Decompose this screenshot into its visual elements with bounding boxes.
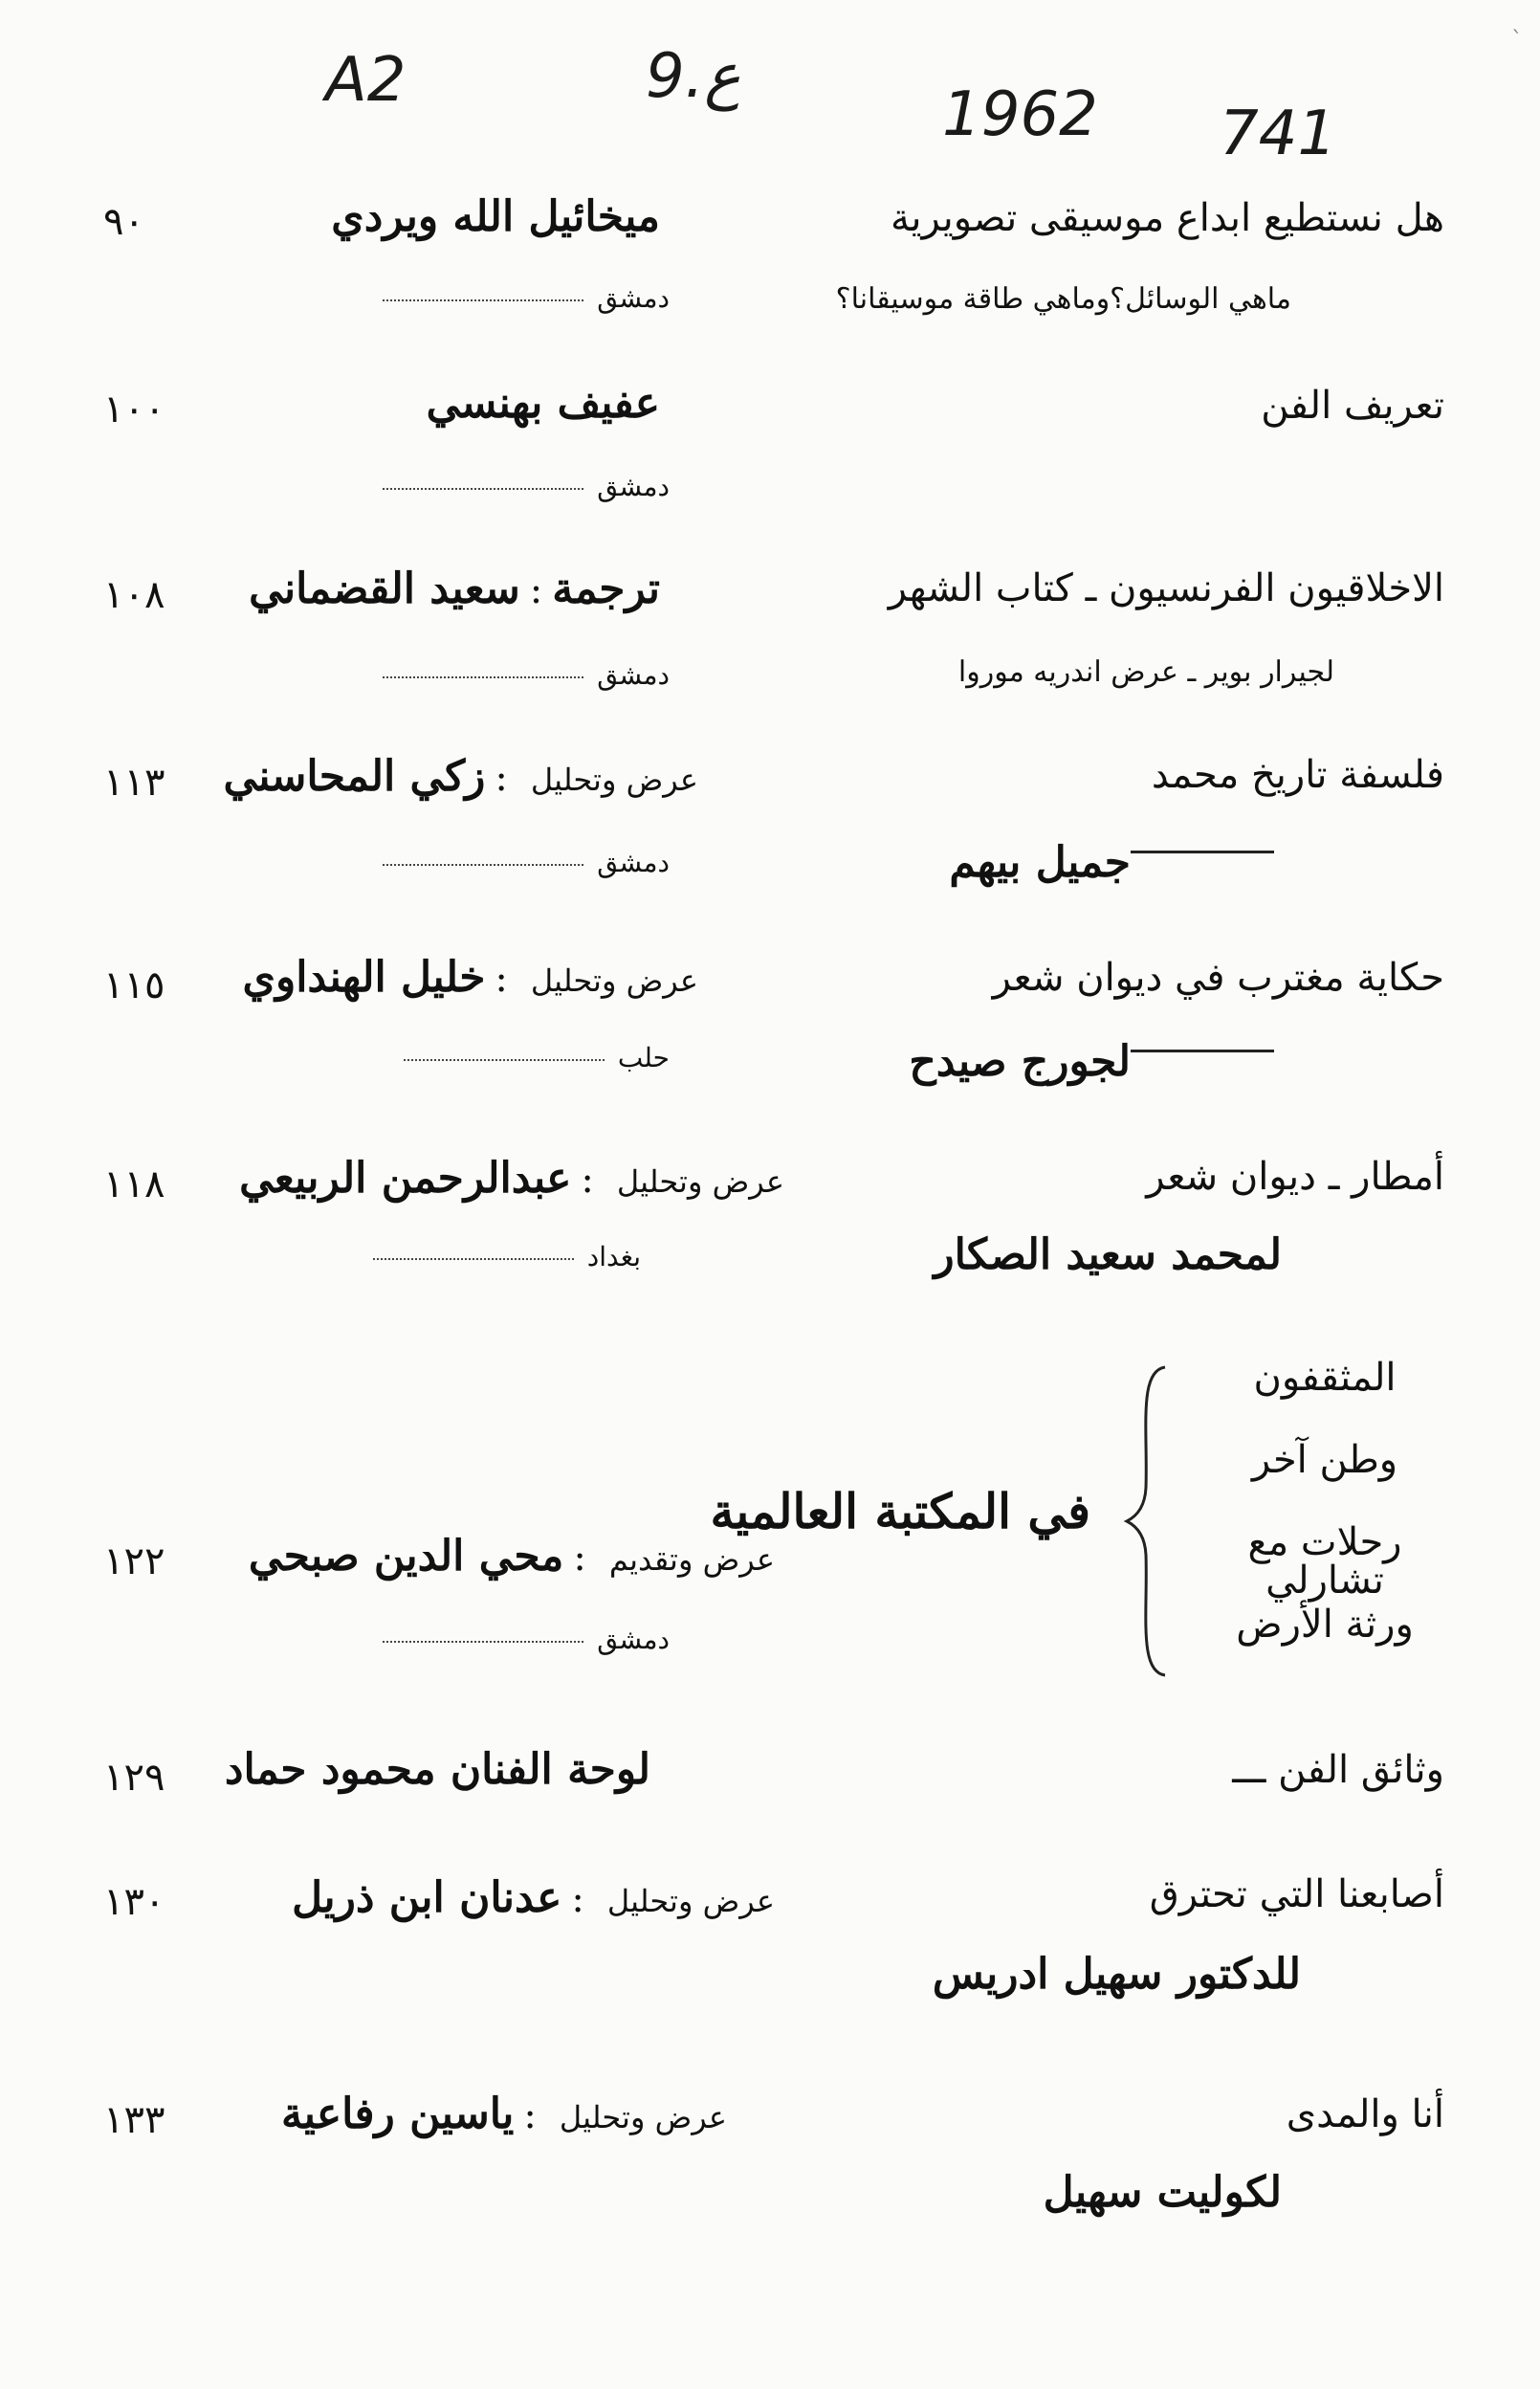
- entry-page-number: ١١٥: [103, 963, 165, 1007]
- entry-city: دمشق: [597, 282, 670, 314]
- handwritten-number: 741: [1220, 99, 1337, 169]
- entry-author: [248, 1532, 775, 1581]
- author-name: زكي المحاسني: [223, 752, 486, 801]
- entry-page-number: ١٢٢: [103, 1539, 165, 1583]
- entry-author: [280, 2090, 727, 2138]
- colon-separator: :: [495, 756, 508, 800]
- entry-author: [242, 953, 698, 1002]
- handwritten-code-b: 9.ع: [646, 41, 741, 112]
- entry-city: دمشق: [597, 1624, 670, 1655]
- author-name: سعيد القضماني: [249, 564, 520, 613]
- dotted-leader: [383, 1641, 583, 1643]
- author-prefix: عرض وتقديم: [608, 1541, 775, 1578]
- entry-city: حلب: [617, 1042, 670, 1073]
- entry-author: [223, 752, 698, 801]
- library-book-item: وطن آخر: [1251, 1438, 1398, 1482]
- curly-brace: [1119, 1363, 1177, 1679]
- author-name: عدنان ابن ذريل: [292, 1873, 562, 1922]
- dotted-leader: [383, 299, 583, 301]
- library-book-item: رحلات مع تشارلي: [1247, 1520, 1402, 1603]
- entry-author: [292, 1873, 775, 1922]
- colon-separator: :: [495, 957, 508, 1001]
- author-name: عفيف بهنسي: [426, 379, 660, 428]
- entry-page-number: ١٣٣: [103, 2098, 165, 2142]
- author-name: ياسين رفاعية: [280, 2090, 515, 2138]
- entry-city: دمشق: [597, 471, 670, 502]
- author-prefix: عرض وتحليل: [530, 762, 698, 798]
- entry-author: [239, 1154, 784, 1203]
- entry-page-number: ١٣٠: [103, 1880, 165, 1924]
- library-book-item: المثقفون: [1253, 1356, 1397, 1400]
- entry-title: الاخلاقيون الفرنسيون ـ كتاب الشهر: [888, 566, 1444, 610]
- library-book-list: [1205, 1356, 1444, 1688]
- entry-book-author: لكوليت سهيل: [1043, 2168, 1282, 2217]
- entry-book-author: للدكتور سهيل ادريس: [932, 1950, 1301, 1999]
- entry-page-number: ١٠٨: [103, 573, 165, 617]
- entry-page-number: ١٢٩: [103, 1756, 165, 1800]
- entry-author: [249, 564, 660, 613]
- author-name: ميخائيل الله ويردي: [331, 192, 660, 241]
- entry-city-row: [383, 471, 670, 502]
- entry-book-author-row: [949, 838, 1291, 887]
- entry-title: أنا والمدى: [1286, 2092, 1444, 2136]
- entry-city-row: [383, 282, 670, 314]
- author-prefix: ترجمة: [552, 564, 660, 613]
- dotted-leader: [404, 1059, 605, 1061]
- entry-title: أصابعنا التي تحترق: [1149, 1872, 1444, 1916]
- entry-author: [426, 379, 660, 428]
- colon-separator: :: [581, 1158, 594, 1202]
- library-book-item: ورثة الأرض: [1236, 1603, 1414, 1647]
- entry-author: لوحة الفنان محمود حماد: [224, 1745, 650, 1794]
- entry-city-row: [383, 847, 670, 878]
- entry-book-author: لمحمد سعيد الصكار: [934, 1230, 1282, 1279]
- entry-title: هل نستطيع ابداع موسيقى تصويرية: [890, 196, 1444, 240]
- handwritten-year: 1962: [942, 79, 1098, 150]
- author-prefix: عرض وتحليل: [559, 2099, 727, 2135]
- entry-subtitle: لجيرار بوير ـ عرض اندريه موروا: [957, 655, 1334, 689]
- entry-city: بغداد: [586, 1241, 641, 1272]
- entry-city: دمشق: [597, 847, 670, 878]
- dash-rule: [1131, 851, 1274, 853]
- entry-book-author: لجورج صيدح: [909, 1037, 1131, 1086]
- entry-title: حكاية مغترب في ديوان شعر: [992, 956, 1444, 1000]
- entry-page-number: ١١٨: [103, 1162, 165, 1206]
- entry-subtitle: ماهي الوسائل؟وماهي طاقة موسيقانا؟: [835, 282, 1291, 316]
- entry-page-number: ٩٠: [103, 200, 144, 244]
- entry-city-row: [383, 659, 670, 691]
- author-name: محي الدين صبحي: [248, 1532, 564, 1581]
- entry-city-row: [373, 1241, 641, 1272]
- colon-separator: :: [529, 568, 543, 612]
- entry-title: تعريف الفن: [1261, 384, 1444, 428]
- entry-book-author: جميل بيهم: [949, 838, 1131, 887]
- entry-city-row: [404, 1042, 670, 1073]
- author-prefix: عرض وتحليل: [606, 1883, 775, 1919]
- author-name: عبدالرحمن الربيعي: [239, 1154, 572, 1203]
- author-name: خليل الهنداوي: [242, 953, 486, 1002]
- colon-separator: :: [571, 1877, 584, 1921]
- entry-city: دمشق: [597, 659, 670, 691]
- entry-page-number: ١٠٠: [103, 387, 165, 431]
- dash-rule: [1131, 1050, 1274, 1052]
- colon-separator: :: [523, 2093, 537, 2137]
- author-prefix: عرض وتحليل: [530, 962, 698, 999]
- dotted-leader: [383, 676, 583, 678]
- dotted-leader: [383, 864, 583, 866]
- entry-book-author-row: [909, 1037, 1291, 1086]
- corner-tick-mark: `: [1511, 27, 1523, 54]
- colon-separator: :: [573, 1536, 586, 1580]
- dotted-leader: [373, 1258, 574, 1260]
- entry-city-row: [383, 1626, 670, 1653]
- entry-author: [331, 192, 660, 241]
- entry-title: وثائق الفن ـــ: [1232, 1748, 1444, 1792]
- handwritten-code-a: A2: [325, 45, 407, 116]
- entry-page-number: ١١٣: [103, 761, 165, 805]
- entry-title: أمطار ـ ديوان شعر: [1146, 1155, 1444, 1199]
- dotted-leader: [383, 488, 583, 490]
- author-prefix: عرض وتحليل: [616, 1163, 784, 1200]
- entry-title: فلسفة تاريخ محمد: [1151, 753, 1444, 797]
- library-label: في المكتبة العالمية: [710, 1483, 1090, 1539]
